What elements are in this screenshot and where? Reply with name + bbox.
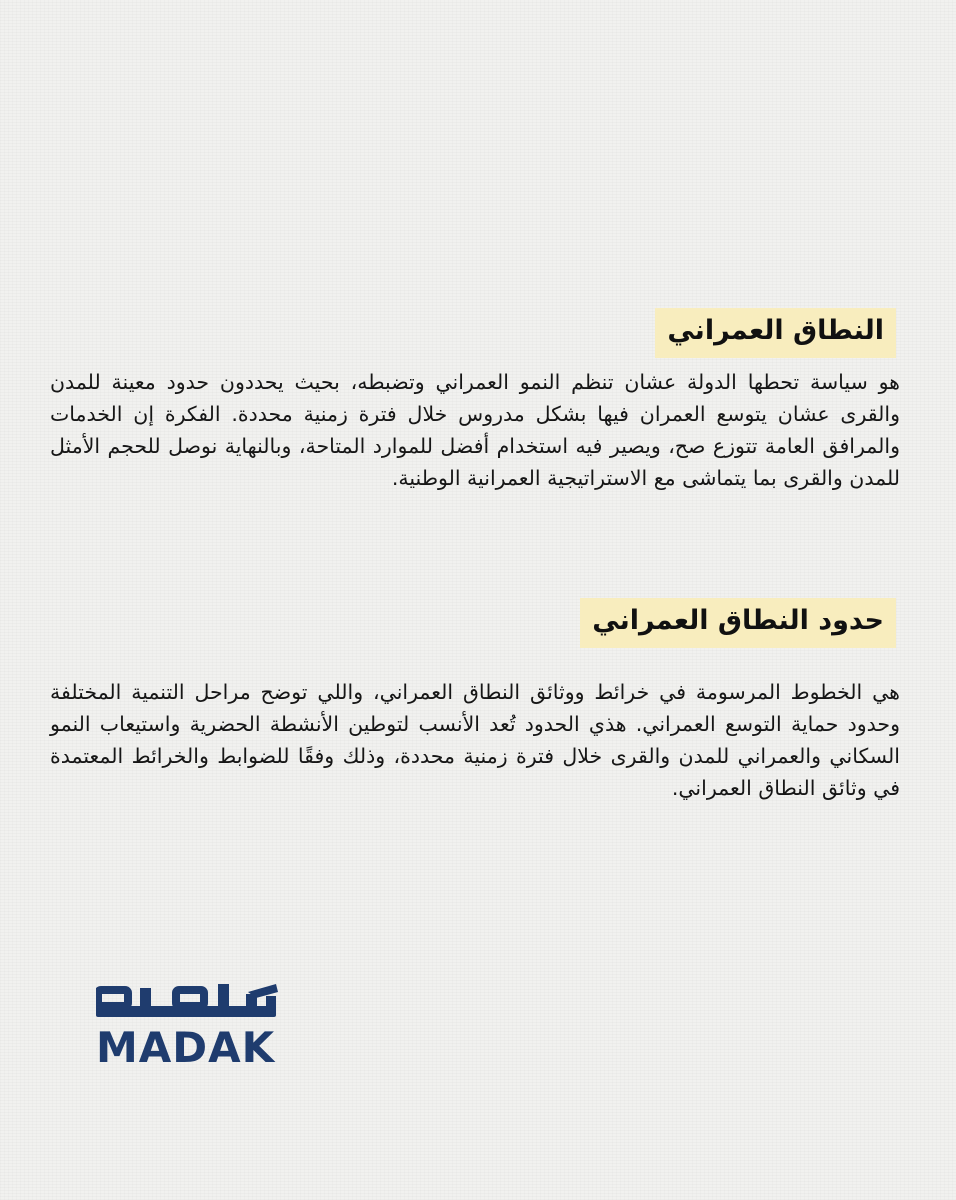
- section-1-heading: النطاق العمراني: [655, 308, 896, 358]
- section-2-heading: حدود النطاق العمراني: [580, 598, 896, 648]
- logo-arabic-mark-icon: [96, 984, 280, 1024]
- logo-latin-text: MADAK: [96, 1023, 276, 1072]
- section-2-body: هي الخطوط المرسومة في خرائط ووثائق النطاق العمراني، واللي توضح مراحل التنمية المختلفة وحدود حماية التوسع العمراني. هذي الحدود تُعد الأنسب لتوطين الأنشطة الحضرية واستيعاب النمو السكاني والعمراني للمدن والقرى خلال فترة زمنية محددة، وذلك وفقًا للضوابط والخرائط المعتمدة في وثائق النطاق العمراني.: [50, 680, 900, 800]
- section-1-heading-wrap: [655, 308, 896, 358]
- brand-logo: [96, 984, 280, 1072]
- section-2-heading-wrap: [580, 598, 896, 648]
- section-1-body: هو سياسة تحطها الدولة عشان تنظم النمو العمراني وتضبطه، بحيث يحددون حدود معينة للمدن والقرى عشان يتوسع العمران فيها بشكل مدروس خلال فترة زمنية محددة. الفكرة إن الخدمات والمرافق العامة تتوزع صح، ويصير فيه استخدام أفضل للموارد المتاحة، وبالنهاية نوصل للحجم الأمثل للمدن والقرى بما يتماشى مع الاستراتيجية العمرانية الوطنية.: [50, 370, 900, 490]
